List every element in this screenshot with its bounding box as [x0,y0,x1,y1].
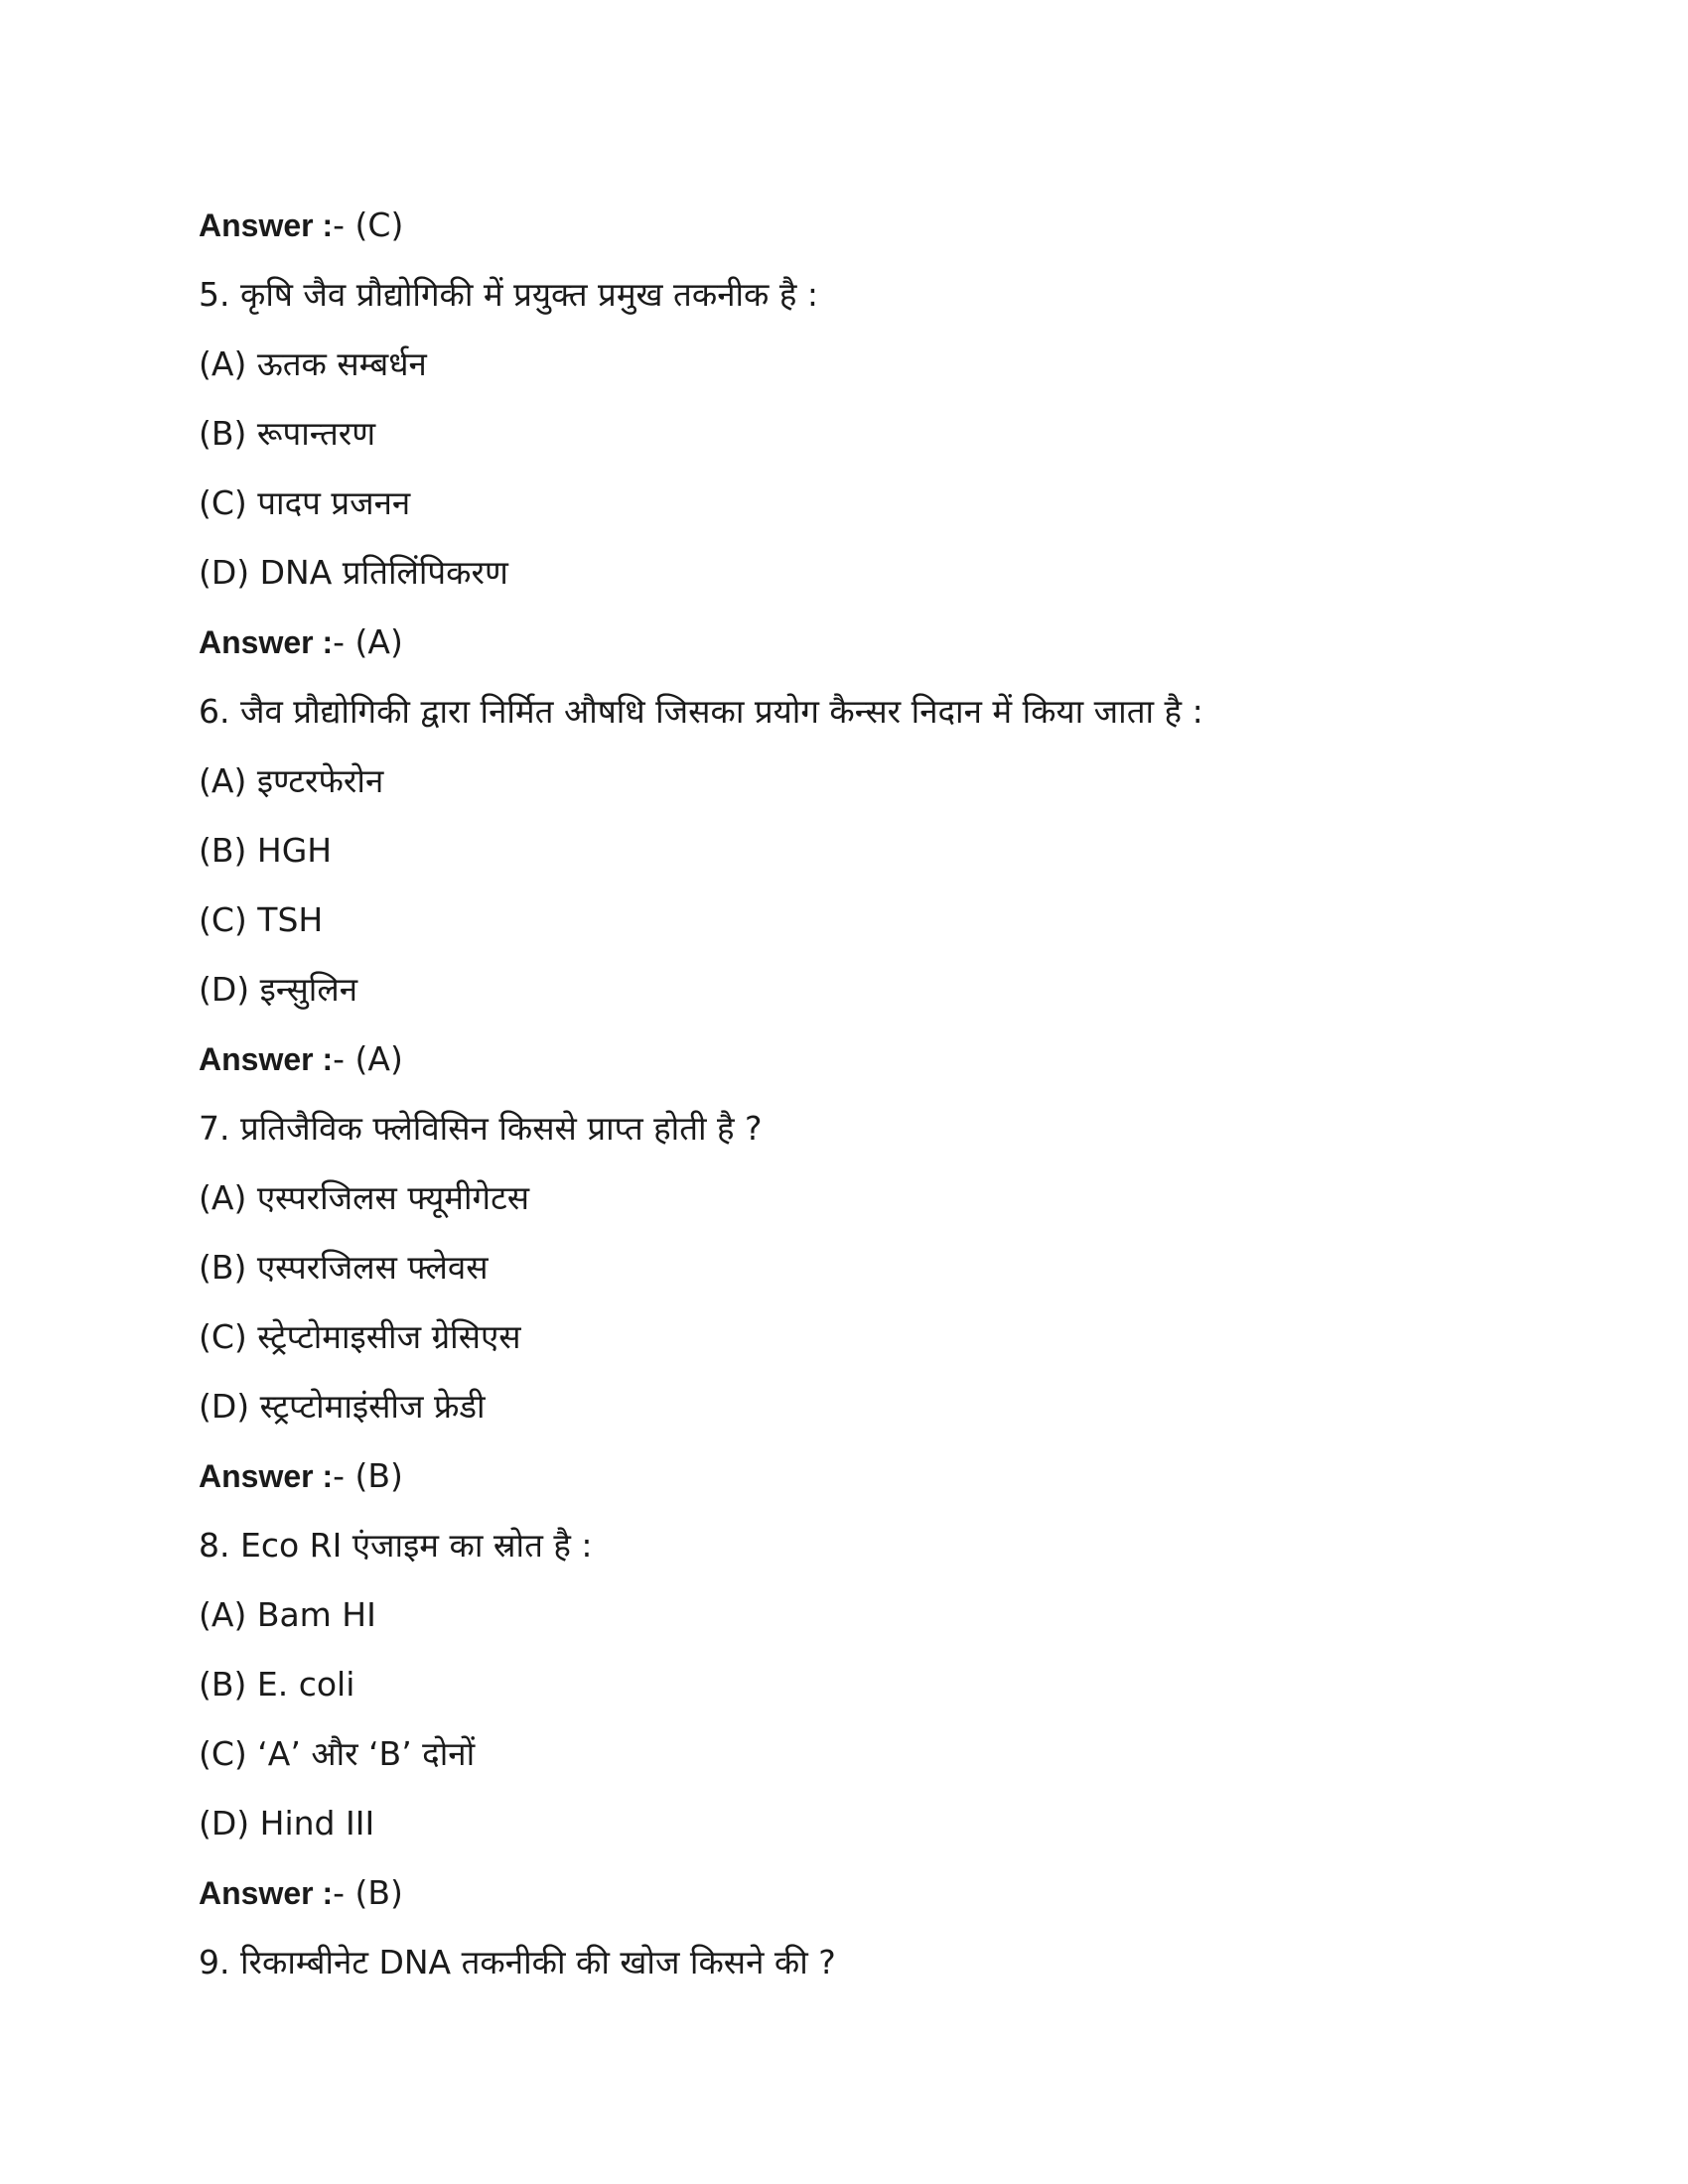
answer-line [199,1024,1529,1094]
option-a: (A) इण्टरफेरोन [199,761,384,800]
question-text: 8. Eco RI एंजाइम का स्रोत है : [199,1526,593,1565]
option-a: (A) Bam HI [199,1595,376,1634]
question-text: 9. रिकाम्बीनेट DNA तकनीकी की खोज किसने की ? [199,1943,836,1981]
option-a: (A) एस्परजिलस फ्यूमीगेटस [199,1178,530,1217]
answer-line [199,608,1529,677]
answer-line [199,1441,1529,1511]
option-b: (B) रूपान्तरण [199,414,376,453]
option-b: (B) E. coli [199,1665,355,1704]
option-c: (C) स्ट्रेप्टोमाइसीज ग्रेसिएस [199,1317,521,1356]
answer-label: Answer : [199,1875,334,1911]
question-text: 7. प्रतिजैविक फ्लेविसिन किससे प्राप्त होती है ? [199,1109,763,1148]
option-b: (B) एस्परजिलस फ्लेवस [199,1248,489,1287]
answer-value: - (C) [333,205,404,244]
question-text: 5. कृषि जैव प्रौद्योगिकी में प्रयुक्त प्रमुख तकनीक है : [199,275,819,314]
answer-value: - (B) [333,1873,403,1912]
option-b: (B) HGH [199,831,333,870]
answer-label: Answer : [199,1458,334,1494]
answer-label: Answer : [199,624,334,660]
option-d: (D) DNA प्रतिलिंपिकरण [199,553,508,592]
option-a: (A) ऊतक सम्बर्धन [199,344,427,383]
option-d: (D) स्ट्रप्टोमाइंसीज फ्रेडी [199,1387,486,1426]
answer-value: - (A) [333,1039,403,1078]
option-d: (D) Hind III [199,1804,375,1843]
answer-value: - (B) [333,1456,403,1495]
answer-label: Answer : [199,1041,334,1077]
question-list [199,191,1529,1997]
answer-line [199,1858,1529,1928]
option-c: (C) ‘A’ और ‘B’ दोनों [199,1734,476,1773]
answer-value: - (A) [333,622,403,661]
option-c: (C) पादप प्रजनन [199,483,411,522]
answer-line [199,191,1529,260]
option-d: (D) इन्सुलिन [199,970,358,1009]
question-text: 6. जैव प्रौद्योगिकी द्वारा निर्मित औषधि जिसका प्रयोग कैन्सर निदान में किया जाता है : [199,692,1203,731]
answer-label: Answer : [199,207,334,243]
option-c: (C) TSH [199,900,324,939]
